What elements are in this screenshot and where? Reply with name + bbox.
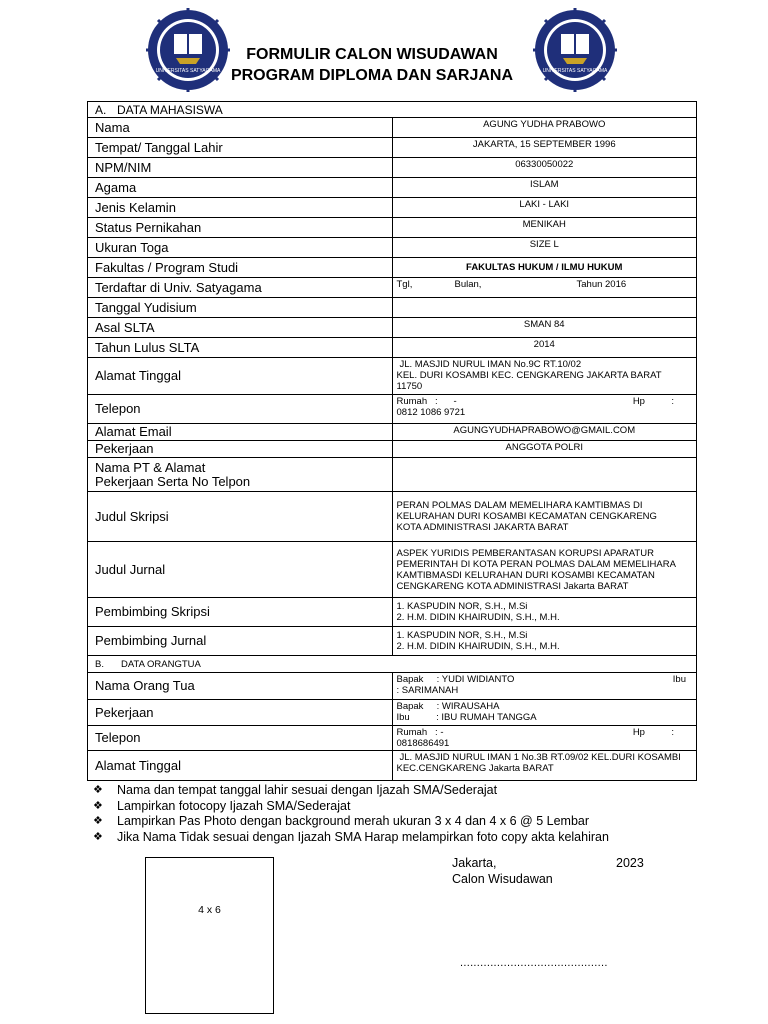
section-b-header bbox=[88, 656, 697, 673]
note-text: Lampirkan fotocopy Ijazah SMA/Sederajat bbox=[117, 798, 351, 813]
pembimbing-jurnal-2: 2. H.M. DIDIN KHAIRUDIN, S.H., M.H. bbox=[396, 641, 560, 652]
form-row-lulus bbox=[88, 338, 697, 358]
telepon-ortu-hp: Hp : bbox=[632, 727, 674, 738]
signature-role: Calon Wisudawan bbox=[452, 872, 553, 886]
value-pekerjaan: ANGGOTA POLRI bbox=[392, 441, 697, 458]
value-nama-ortu bbox=[392, 673, 697, 700]
form-row-telepon bbox=[88, 395, 697, 424]
label-pembimbing-jurnal: Pembimbing Jurnal bbox=[88, 627, 393, 656]
value-jurnal: ASPEK YURIDIS PEMBERANTASAN KORUPSI APARATUR PEMERINTAH DI KOTA PERAN POLMAS DALAM MEMELIHARA KAMTIBMASDI KELURAHAN DURI KOSAMBI KECAMATAN CENGKARENG KOTA ADMINISTRASI Jakarta BARAT bbox=[392, 542, 697, 598]
section-a-number: A. bbox=[95, 102, 107, 117]
label-nama-pt bbox=[88, 458, 393, 492]
alamat-line3: 11750 bbox=[396, 381, 423, 392]
diamond-bullet-icon: ❖ bbox=[93, 784, 103, 796]
alamat-ortu-line1: JL. MASJID NURUL IMAN 1 No.3B RT.09/02 KEL.DURI KOSAMBI bbox=[399, 752, 681, 763]
label-pekerjaan-ortu: Pekerjaan bbox=[88, 700, 393, 726]
section-a-label: DATA MAHASISWA bbox=[117, 102, 223, 117]
signature-city: Jakarta, bbox=[452, 856, 497, 870]
note-text: Lampirkan Pas Photo dengan background merah ukuran 3 x 4 dan 4 x 6 @ 5 Lembar bbox=[117, 814, 590, 828]
note-text: Nama dan tempat tanggal lahir sesuai dengan Ijazah SMA/Sederajat bbox=[117, 783, 498, 797]
value-telepon bbox=[392, 395, 697, 424]
label-lulus: Tahun Lulus SLTA bbox=[88, 338, 393, 358]
value-nama-pt bbox=[392, 458, 697, 492]
form-row-pembimbing-skripsi bbox=[88, 598, 697, 627]
terdaftar-bulan: Bulan, bbox=[454, 279, 482, 290]
form-subtitle: PROGRAM DIPLOMA DAN SARJANA bbox=[230, 67, 514, 84]
value-alamat-ortu bbox=[392, 751, 697, 781]
form-row-jurnal bbox=[88, 542, 697, 598]
label-jenis-kelamin: Jenis Kelamin bbox=[88, 198, 393, 218]
label-nama-pt-line2: Pekerjaan Serta No Telpon bbox=[95, 473, 251, 489]
ortu-ibu: : SARIMANAH bbox=[396, 685, 459, 696]
value-agama: ISLAM bbox=[392, 178, 697, 198]
diamond-bullet-icon: ❖ bbox=[93, 799, 103, 812]
label-email: Alamat Email bbox=[88, 424, 393, 441]
form-row-status bbox=[88, 218, 697, 238]
telepon-rumah: Rumah : - bbox=[396, 396, 457, 407]
value-telepon-ortu bbox=[392, 726, 697, 751]
notes-list bbox=[93, 783, 609, 845]
note-item bbox=[93, 783, 609, 799]
value-pembimbing-jurnal bbox=[392, 627, 697, 656]
value-lulus: 2014 bbox=[392, 338, 697, 358]
section-a-row bbox=[88, 102, 697, 118]
form-row-skripsi bbox=[88, 492, 697, 542]
label-npm: NPM/NIM bbox=[88, 158, 393, 178]
form-row-pekerjaan-ortu bbox=[88, 700, 697, 726]
ortu-bapak: Bapak : YUDI WIDIANTO bbox=[396, 674, 515, 685]
note-item bbox=[93, 830, 609, 846]
label-jurnal: Judul Jurnal bbox=[88, 542, 393, 598]
label-telepon-ortu: Telepon bbox=[88, 726, 393, 751]
form-row-nama bbox=[88, 118, 697, 138]
label-status: Status Pernikahan bbox=[88, 218, 393, 238]
label-slta: Asal SLTA bbox=[88, 318, 393, 338]
label-nama-pt-line1: Nama PT & Alamat bbox=[95, 459, 206, 475]
value-ttl: JAKARTA, 15 SEPTEMBER 1996 bbox=[392, 138, 697, 158]
label-pekerjaan: Pekerjaan bbox=[88, 441, 393, 458]
form-row-email bbox=[88, 424, 697, 441]
form-row-nama-pt bbox=[88, 458, 697, 492]
label-toga: Ukuran Toga bbox=[88, 238, 393, 258]
form-row-slta bbox=[88, 318, 697, 338]
label-alamat: Alamat Tinggal bbox=[88, 358, 393, 395]
value-toga: SIZE L bbox=[392, 238, 697, 258]
note-item bbox=[93, 799, 609, 815]
label-telepon: Telepon bbox=[88, 395, 393, 424]
label-ttl: Tempat/ Tanggal Lahir bbox=[88, 138, 393, 158]
terdaftar-tgl: Tgl, bbox=[396, 279, 413, 290]
pekerjaan-ibu: Ibu : IBU RUMAH TANGGA bbox=[396, 712, 537, 723]
signature-line: ............................................ bbox=[460, 957, 608, 969]
logo-text-right: UNIVERSITAS SATYAGAMA bbox=[542, 68, 608, 74]
label-pembimbing-skripsi: Pembimbing Skripsi bbox=[88, 598, 393, 627]
form-title: FORMULIR CALON WISUDAWAN bbox=[246, 46, 498, 63]
pembimbing-jurnal-1: 1. KASPUDIN NOR, S.H., M.Si bbox=[396, 630, 528, 641]
alamat-line2: KEL. DURI KOSAMBI KEC. CENGKARENG JAKARTA BARAT bbox=[396, 370, 662, 381]
logo-text-left: UNIVERSITAS SATYAGAMA bbox=[155, 68, 221, 74]
label-nama: Nama bbox=[88, 118, 393, 138]
form-row-jenis-kelamin bbox=[88, 198, 697, 218]
value-pekerjaan-ortu bbox=[392, 700, 697, 726]
form-row-alamat bbox=[88, 358, 697, 395]
form-row-telepon-ortu bbox=[88, 726, 697, 751]
label-fakultas: Fakultas / Program Studi bbox=[88, 258, 393, 278]
form-row-yudisium bbox=[88, 298, 697, 318]
value-status: MENIKAH bbox=[392, 218, 697, 238]
form-row-npm bbox=[88, 158, 697, 178]
alamat-line1: JL. MASJID NURUL IMAN No.9C RT.10/02 bbox=[399, 359, 582, 370]
value-alamat bbox=[392, 358, 697, 395]
value-npm: 06330050022 bbox=[392, 158, 697, 178]
value-skripsi: PERAN POLMAS DALAM MEMELIHARA KAMTIBMAS DI KELURAHAN DURI KOSAMBI KECAMATAN CENGKARENG KOTA ADMINISTRASI JAKARTA BARAT bbox=[392, 492, 697, 542]
alamat-ortu-line2: KEC.CENGKARENG Jakarta BARAT bbox=[396, 763, 554, 774]
student-form-table bbox=[87, 101, 697, 781]
label-skripsi: Judul Skripsi bbox=[88, 492, 393, 542]
form-row-pekerjaan bbox=[88, 441, 697, 458]
value-pembimbing-skripsi bbox=[392, 598, 697, 627]
form-row-nama-ortu bbox=[88, 673, 697, 700]
form-row-fakultas bbox=[88, 258, 697, 278]
diamond-bullet-icon: ❖ bbox=[93, 815, 103, 827]
label-nama-ortu: Nama Orang Tua bbox=[88, 673, 393, 700]
telepon-ortu-number: 0818686491 bbox=[396, 738, 450, 749]
value-terdaftar bbox=[392, 278, 697, 298]
form-row-alamat-ortu bbox=[88, 751, 697, 781]
form-row-toga bbox=[88, 238, 697, 258]
label-alamat-ortu: Alamat Tinggal bbox=[88, 751, 393, 781]
terdaftar-tahun: Tahun 2016 bbox=[576, 279, 627, 290]
value-slta: SMAN 84 bbox=[392, 318, 697, 338]
value-jenis-kelamin: LAKI - LAKI bbox=[392, 198, 697, 218]
form-row-agama bbox=[88, 178, 697, 198]
section-a-header bbox=[88, 102, 697, 118]
telepon-hp: Hp : bbox=[632, 396, 674, 407]
section-b-label: DATA ORANGTUA bbox=[121, 658, 201, 670]
note-text: Jika Nama Tidak sesuai dengan Ijazah SMA Harap melampirkan foto copy akta kelahiran bbox=[117, 829, 609, 844]
pembimbing-skripsi-1: 1. KASPUDIN NOR, S.H., M.Si bbox=[396, 601, 528, 612]
signature-year: 2023 bbox=[616, 856, 644, 870]
diamond-bullet-icon: ❖ bbox=[93, 830, 103, 843]
value-email: AGUNGYUDHAPRABOWO@GMAIL.COM bbox=[392, 424, 697, 441]
form-row-pembimbing-jurnal bbox=[88, 627, 697, 656]
label-terdaftar: Terdaftar di Univ. Satyagama bbox=[88, 278, 393, 298]
photo-label: 4 x 6 bbox=[198, 904, 221, 916]
pekerjaan-bapak: Bapak : WIRAUSAHA bbox=[396, 701, 500, 712]
telepon-number: 0812 1086 9721 bbox=[396, 407, 466, 418]
label-agama: Agama bbox=[88, 178, 393, 198]
photo-box bbox=[145, 857, 274, 1014]
section-b-row bbox=[88, 656, 697, 673]
form-row-terdaftar bbox=[88, 278, 697, 298]
ortu-ibu-label: Ibu bbox=[672, 674, 686, 685]
value-nama: AGUNG YUDHA PRABOWO bbox=[392, 118, 697, 138]
form-row-ttl bbox=[88, 138, 697, 158]
value-fakultas: FAKULTAS HUKUM / ILMU HUKUM bbox=[392, 258, 697, 278]
note-item bbox=[93, 814, 609, 830]
section-b-number: B. bbox=[95, 658, 104, 670]
pembimbing-skripsi-2: 2. H.M. DIDIN KHAIRUDIN, S.H., M.H. bbox=[396, 612, 560, 623]
value-yudisium bbox=[392, 298, 697, 318]
telepon-ortu-rumah: Rumah : - bbox=[396, 727, 444, 738]
label-yudisium: Tanggal Yudisium bbox=[88, 298, 393, 318]
